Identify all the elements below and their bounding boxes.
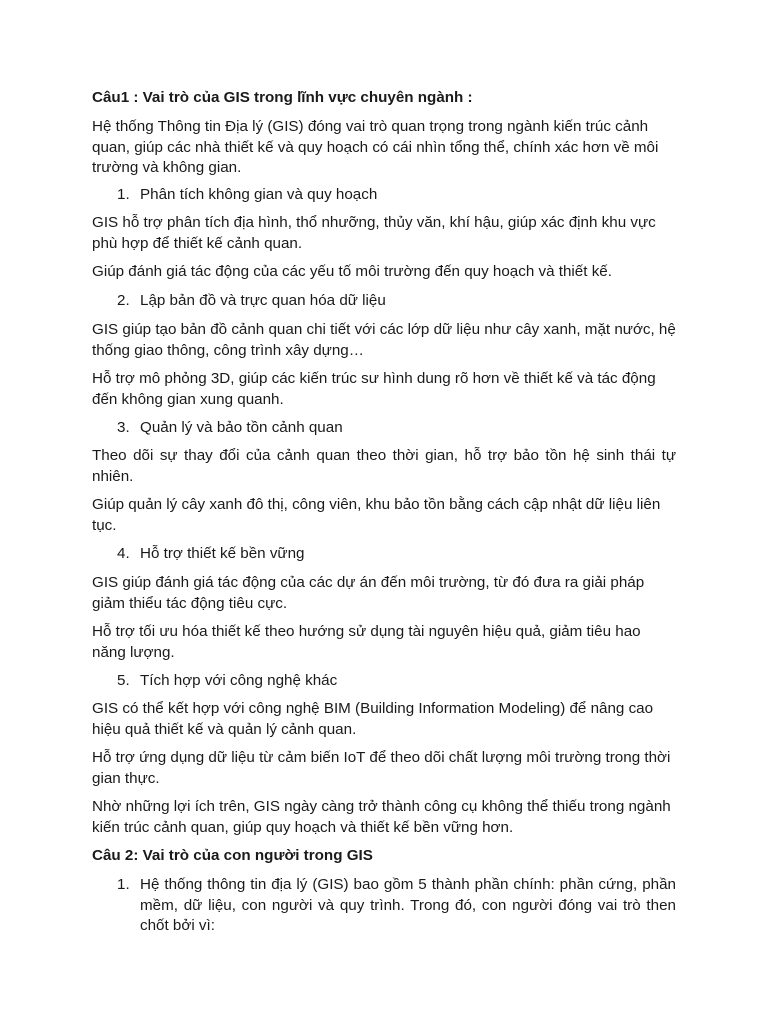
paragraph: Giúp đánh giá tác động của các yếu tố môi trường đến quy hoạch và thiết kế. — [92, 263, 612, 280]
list-title: Hỗ trợ thiết kế bền vững — [140, 545, 305, 562]
list-number: 5. — [117, 672, 130, 689]
list-number: 2. — [117, 292, 130, 309]
paragraph: GIS hỗ trợ phân tích địa hình, thổ nhưỡng, thủy văn, khí hậu, giúp xác định khu vực phù hợp để thiết kế cảnh quan. — [92, 214, 656, 252]
paragraph: GIS giúp đánh giá tác động của các dự án đến môi trường, từ đó đưa ra giải pháp giảm thiểu tác động tiêu cực. — [92, 574, 645, 612]
list-title: Quản lý và bảo tồn cảnh quan — [140, 419, 343, 436]
list-number: 1. — [117, 876, 130, 893]
conclusion-paragraph: Nhờ những lợi ích trên, GIS ngày càng trở thành công cụ không thể thiếu trong ngành kiến trúc cảnh quan, giúp quy hoạch và thiết kế bền vững hơn. — [92, 798, 671, 836]
heading-cau2: Câu 2: Vai trò của con người trong GIS — [92, 847, 373, 864]
list-number: 4. — [117, 545, 130, 562]
list-title: Tích hợp với công nghệ khác — [140, 672, 338, 689]
paragraph: Hỗ trợ ứng dụng dữ liệu từ cảm biến IoT để theo dõi chất lượng môi trường trong thời gian thực. — [92, 749, 671, 787]
paragraph: Hỗ trợ tối ưu hóa thiết kế theo hướng sử dụng tài nguyên hiệu quả, giảm tiêu hao năng lượng. — [92, 623, 641, 661]
paragraph: Hỗ trợ mô phỏng 3D, giúp các kiến trúc sư hình dung rõ hơn về thiết kế và tác động đến không gian xung quanh. — [92, 370, 656, 408]
paragraph: Giúp quản lý cây xanh đô thị, công viên, khu bảo tồn bằng cách cập nhật dữ liệu liên tục. — [92, 496, 661, 534]
paragraph: Theo dõi sự thay đổi của cảnh quan theo thời gian, hỗ trợ bảo tồn hệ sinh thái tự nhiên. — [92, 447, 676, 485]
paragraph: GIS có thể kết hợp với công nghệ BIM (Building Information Modeling) để nâng cao hiệu quả thiết kế và quản lý cảnh quan. — [92, 700, 654, 738]
list-title: Lập bản đồ và trực quan hóa dữ liệu — [140, 292, 386, 309]
paragraph: GIS giúp tạo bản đồ cảnh quan chi tiết với các lớp dữ liệu như cây xanh, mặt nước, hệ thống giao thông, công trình xây dựng… — [92, 321, 676, 359]
list-title: Phân tích không gian và quy hoạch — [140, 186, 378, 203]
q2-list-text: Hệ thống thông tin địa lý (GIS) bao gồm 5 thành phần chính: phần cứng, phần mềm, dữ liệu, con người và quy trình. Trong đó, con người đóng vai trò then chốt bởi vì: — [140, 876, 676, 934]
list-number: 1. — [117, 186, 130, 203]
list-number: 3. — [117, 419, 130, 436]
heading-cau1: Câu1 : Vai trò của GIS trong lĩnh vực chuyên ngành : — [92, 89, 473, 106]
intro-paragraph: Hệ thống Thông tin Địa lý (GIS) đóng vai trò quan trọng trong ngành kiến trúc cảnh quan, giúp các nhà thiết kế và quy hoạch có cái nhìn tổng thể, chính xác hơn về môi trường và không gian. — [92, 118, 659, 176]
